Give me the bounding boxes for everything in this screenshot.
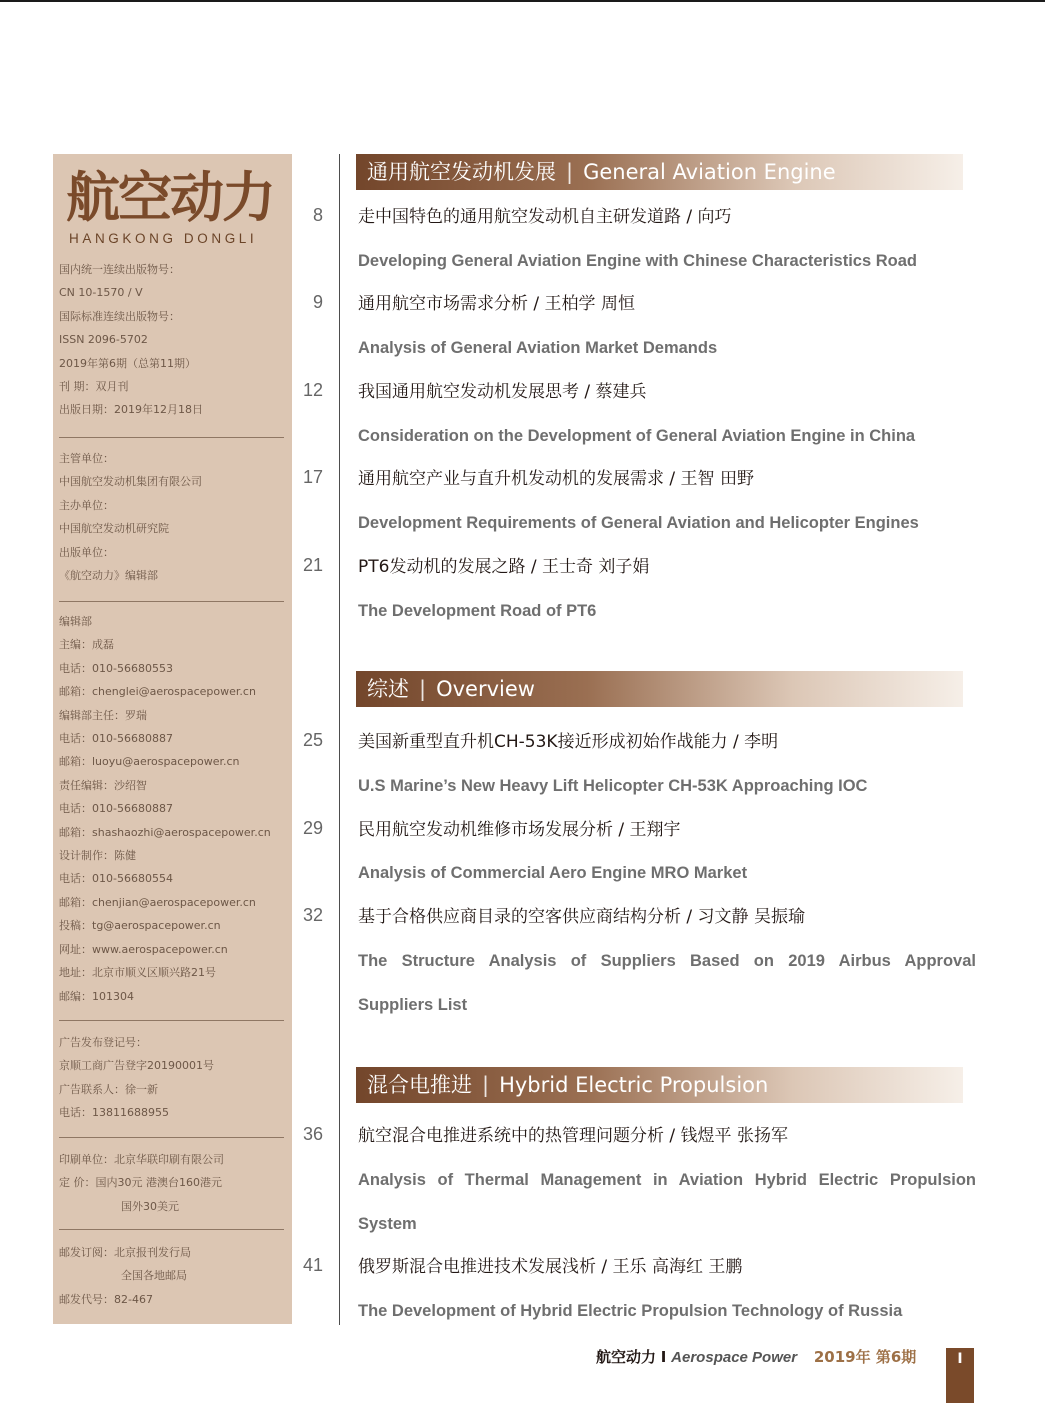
entry-page-number: 21 xyxy=(302,555,323,575)
info-line: 邮箱：chenglei@aerospacepower.cn xyxy=(59,685,256,699)
entry-title-zh[interactable]: 通用航空市场需求分析 / 王柏学 周恒 xyxy=(358,294,635,314)
info-line: 中国航空发动机研究院 xyxy=(59,522,169,536)
info-line: 出版日期：2019年12月18日 xyxy=(59,403,203,417)
subscription-info xyxy=(59,1241,283,1311)
section-separator: | xyxy=(482,1073,490,1097)
info-line: 电话：010-56680887 xyxy=(59,802,173,816)
info-line: 邮编：101304 xyxy=(59,989,134,1003)
entry-title-zh[interactable]: 美国新重型直升机CH-53K接近形成初始作战能力 / 李明 xyxy=(358,732,779,752)
advertising-info xyxy=(59,1031,283,1125)
entry-title-en[interactable]: U.S Marine’s New Heavy Lift Helicopter CH-53K Approaching IOC xyxy=(358,777,868,795)
section-title-zh: 混合电推进 xyxy=(367,1073,472,1097)
entry-title-zh[interactable]: 通用航空产业与直升机发动机的发展需求 / 王智 田野 xyxy=(358,469,754,489)
journal-logo-pinyin: HANGKONG DONGLI xyxy=(69,231,258,246)
divider xyxy=(59,1137,284,1138)
section-header-hybrid-electric-propulsion xyxy=(356,1067,963,1103)
info-line: 投稿：tg@aerospacepower.cn xyxy=(59,919,221,933)
top-rule xyxy=(0,0,1045,2)
info-line: 设计制作：陈健 xyxy=(59,849,136,863)
info-line: 编辑部 xyxy=(59,615,92,628)
info-line: 出版单位： xyxy=(59,545,114,559)
info-line: 印刷单位：北京华联印刷有限公司 xyxy=(59,1153,224,1166)
info-line: 地址：北京市顺义区顺兴路21号 xyxy=(59,966,216,980)
info-line: 电话：13811688955 xyxy=(59,1106,169,1120)
info-line: 邮发订阅：北京报刊发行局 xyxy=(59,1246,191,1259)
entry-page-number: 9 xyxy=(312,292,323,312)
info-line: 主办单位： xyxy=(59,498,114,512)
info-line: 网址：www.aerospacepower.cn xyxy=(59,942,228,956)
info-line: 责任编辑：沙绍智 xyxy=(59,778,147,792)
entry-title-en[interactable]: Analysis of General Aviation Market Demands xyxy=(358,339,718,357)
entry-title-zh[interactable]: 基于合格供应商目录的空客供应商结构分析 / 习文静 吴振瑜 xyxy=(358,907,805,927)
section-title-en: Hybrid Electric Propulsion xyxy=(499,1073,769,1097)
entry-page-number: 41 xyxy=(302,1255,323,1275)
entry-title-en[interactable]: Consideration on the Development of General Aviation Engine in China xyxy=(358,427,916,445)
entry-title-en[interactable]: Analysis of Commercial Aero Engine MRO Market xyxy=(358,864,748,882)
info-line: 广告发布登记号： xyxy=(59,1036,147,1049)
entry-title-en[interactable]: Developing General Aviation Engine with Chinese Characteristics Road xyxy=(358,252,917,270)
divider xyxy=(59,437,284,438)
info-line: 中国航空发动机集团有限公司 xyxy=(59,475,202,489)
info-line: CN 10-1570 / V xyxy=(59,286,143,300)
info-line: 主管单位： xyxy=(59,452,114,465)
entry-page-number: 36 xyxy=(302,1124,323,1144)
info-line: 京顺工商广告登字20190001号 xyxy=(59,1059,214,1073)
journal-logo: 航空动力 xyxy=(66,166,274,229)
divider xyxy=(59,1020,284,1021)
info-line: 邮箱：shashaozhi@aerospacepower.cn xyxy=(59,825,271,839)
divider xyxy=(59,601,284,602)
info-line: 《航空动力》编辑部 xyxy=(59,569,158,583)
entry-title-zh[interactable]: PT6发动机的发展之路 / 王士奇 刘子娟 xyxy=(358,557,650,577)
page-number-box: I xyxy=(946,1348,974,1403)
section-title-en: Overview xyxy=(436,677,535,701)
entry-title-en[interactable]: The Development Road of PT6 xyxy=(358,602,597,620)
entry-page-number: 32 xyxy=(302,905,323,925)
info-line: 邮箱：luoyu@aerospacepower.cn xyxy=(59,755,240,769)
footer-bar: I xyxy=(660,1348,667,1366)
section-separator: | xyxy=(566,160,574,184)
entry-title-zh[interactable]: 航空混合电推进系统中的热管理问题分析 / 钱煜平 张扬军 xyxy=(358,1126,788,1146)
section-title-zh: 通用航空发动机发展 xyxy=(367,160,556,184)
info-line: 电话：010-56680887 xyxy=(59,732,173,746)
info-line: 邮发代号：82-467 xyxy=(59,1292,153,1306)
entry-page-number: 25 xyxy=(302,730,323,750)
entry-page-number: 29 xyxy=(302,818,323,838)
footer-brand-en: Aerospace Power xyxy=(671,1349,798,1366)
printing-info xyxy=(59,1148,283,1218)
entry-title-en[interactable]: The Development of Hybrid Electric Propulsion Technology of Russia xyxy=(358,1302,903,1320)
entry-title-zh[interactable]: 俄罗斯混合电推进技术发展浅析 / 王乐 高海红 王鹏 xyxy=(358,1257,743,1277)
info-line: 刊 期：双月刊 xyxy=(59,380,129,394)
info-line: 定 价：国内30元 港澳台160港元 xyxy=(59,1176,222,1190)
entry-title-en[interactable]: Analysis of Thermal Management in Aviation Hybrid Electric Propulsion xyxy=(358,1171,976,1189)
info-line: 电话：010-56680554 xyxy=(59,872,173,886)
vertical-rule xyxy=(339,154,340,1325)
section-title-zh: 综述 xyxy=(367,677,409,701)
page-footer xyxy=(596,1346,916,1369)
sponsor-info xyxy=(59,447,283,587)
info-line: 国内统一连续出版物号： xyxy=(59,263,180,276)
info-line: 邮箱：chenjian@aerospacepower.cn xyxy=(59,895,256,909)
entry-title-zh[interactable]: 走中国特色的通用航空发动机自主研发道路 / 向巧 xyxy=(358,207,732,227)
info-line: 广告联系人：徐一新 xyxy=(59,1082,158,1096)
section-header-general-aviation-engine xyxy=(356,154,963,190)
entry-page-number: 8 xyxy=(312,205,323,225)
info-line: 国外30美元 xyxy=(121,1199,179,1213)
entry-page-number: 17 xyxy=(302,467,323,487)
editorial-info xyxy=(59,610,283,1008)
entry-title-en[interactable]: Development Requirements of General Aviation and Helicopter Engines xyxy=(358,514,919,532)
section-separator: | xyxy=(419,677,427,701)
entry-page-number: 12 xyxy=(302,380,323,400)
entry-title-en-continued[interactable]: Suppliers List xyxy=(358,996,468,1014)
info-line: 全国各地邮局 xyxy=(121,1269,187,1283)
info-line: 2019年第6期（总第11期） xyxy=(59,356,196,370)
entry-title-zh[interactable]: 我国通用航空发动机发展思考 / 蔡建兵 xyxy=(358,382,647,402)
entry-title-en-continued[interactable]: System xyxy=(358,1215,417,1233)
info-line: 国际标准连续出版物号： xyxy=(59,309,180,323)
footer-issue: 2019年 第6期 xyxy=(813,1348,917,1366)
entry-title-zh[interactable]: 民用航空发动机维修市场发展分析 / 王翔宇 xyxy=(358,820,681,840)
footer-brand: 航空动力 xyxy=(596,1348,657,1366)
info-line: ISSN 2096-5702 xyxy=(59,333,148,347)
info-line: 编辑部主任：罗瑞 xyxy=(59,708,147,722)
section-header-overview xyxy=(356,671,963,707)
info-line: 电话：010-56680553 xyxy=(59,661,173,675)
publication-info xyxy=(59,258,283,422)
entry-title-en[interactable]: The Structure Analysis of Suppliers Based on 2019 Airbus Approval xyxy=(358,952,976,970)
info-line: 主编：成磊 xyxy=(59,638,114,652)
section-title-en: General Aviation Engine xyxy=(583,160,836,184)
divider xyxy=(59,1229,284,1230)
